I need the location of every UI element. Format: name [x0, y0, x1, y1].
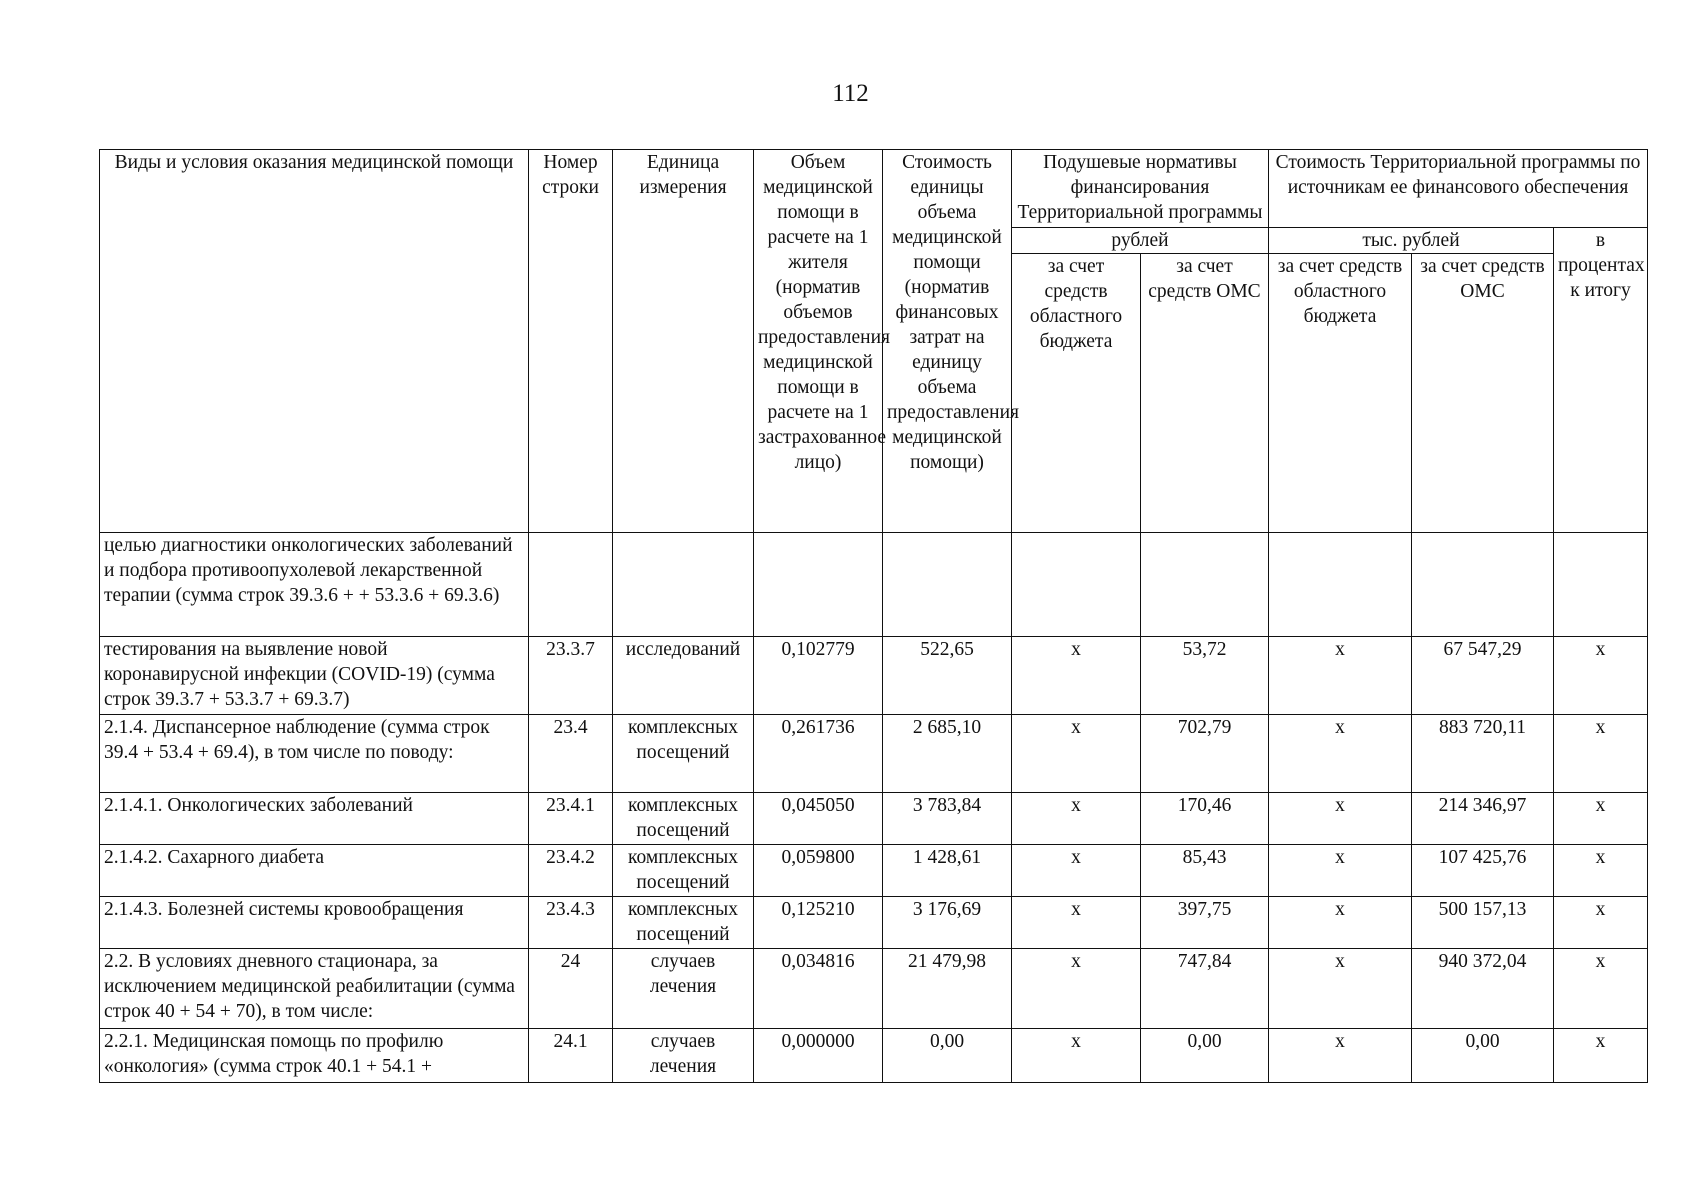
row-percent: x — [1554, 949, 1648, 1029]
header-row-number: Номер строки — [529, 150, 613, 533]
row-unit: комплексных посещений — [613, 845, 754, 897]
table-row — [100, 637, 1648, 715]
row-volume: 0,059800 — [754, 845, 883, 897]
row-regional-thousands: x — [1269, 897, 1412, 949]
row-oms-thousands: 0,00 — [1412, 1029, 1554, 1083]
row-regional-thousands: x — [1269, 1029, 1412, 1083]
row-unit: случаев лечения — [613, 949, 754, 1029]
header-regional-budget-rubles: за счет средств областного бюджета — [1012, 254, 1141, 533]
row-regional-thousands: x — [1269, 845, 1412, 897]
row-regional-rubles — [1012, 533, 1141, 637]
row-volume: 0,102779 — [754, 637, 883, 715]
row-cost: 0,00 — [883, 1029, 1012, 1083]
row-oms-thousands: 883 720,11 — [1412, 715, 1554, 793]
header-cost-per-unit: Стоимость единицы объема медицинской помощи (норматив финансовых затрат на единицу объема предоставления медицинской помощи) — [883, 150, 1012, 533]
row-volume: 0,261736 — [754, 715, 883, 793]
row-oms-thousands: 107 425,76 — [1412, 845, 1554, 897]
row-regional-rubles: x — [1012, 949, 1141, 1029]
header-regional-budget-thousands: за счет средств областного бюджета — [1269, 254, 1412, 533]
header-program-cost: Стоимость Территориальной программы по источникам ее финансового обеспечения — [1269, 150, 1648, 228]
row-name: 2.2.1. Медицинская помощь по профилю «онкология» (сумма строк 40.1 + 54.1 + — [100, 1029, 529, 1083]
page-number: 112 — [832, 80, 869, 107]
row-oms-rubles: 747,84 — [1141, 949, 1269, 1029]
row-oms-rubles: 85,43 — [1141, 845, 1269, 897]
row-unit: комплексных посещений — [613, 897, 754, 949]
row-regional-thousands: x — [1269, 715, 1412, 793]
row-cost — [883, 533, 1012, 637]
row-number: 24 — [529, 949, 613, 1029]
row-name: целью диагностики онкологических заболеваний и подбора противоопухолевой лекарственной терапии (сумма строк 39.3.6 + + 53.3.6 + 69.3.6) — [100, 533, 529, 637]
row-oms-rubles — [1141, 533, 1269, 637]
row-volume: 0,000000 — [754, 1029, 883, 1083]
row-regional-thousands: x — [1269, 793, 1412, 845]
header-unit-rubles: рублей — [1012, 228, 1269, 254]
row-cost: 3 783,84 — [883, 793, 1012, 845]
header-types-of-care: Виды и условия оказания медицинской помощи — [100, 150, 529, 533]
row-regional-rubles: x — [1012, 793, 1141, 845]
row-regional-rubles: x — [1012, 1029, 1141, 1083]
header-per-capita-norms: Подушевые нормативы финансирования Территориальной программы — [1012, 150, 1269, 228]
header-unit-thousand-rubles: тыс. рублей — [1269, 228, 1554, 254]
row-cost: 1 428,61 — [883, 845, 1012, 897]
table-row — [100, 949, 1648, 1029]
row-number: 23.3.7 — [529, 637, 613, 715]
table-row — [100, 715, 1648, 793]
row-name: тестирования на выявление новой коронавирусной инфекции (COVID-19) (сумма строк 39.3.7 + 53.3.7 + 69.3.7) — [100, 637, 529, 715]
row-number: 23.4.1 — [529, 793, 613, 845]
row-oms-thousands: 500 157,13 — [1412, 897, 1554, 949]
header-volume-per-resident: Объем медицинской помощи в расчете на 1 жителя (норматив объемов предоставления медицинской помощи в расчете на 1 застрахованное лицо) — [754, 150, 883, 533]
row-name: 2.2. В условиях дневного стационара, за исключением медицинской реабилитации (сумма строк 40 + 54 + 70), в том числе: — [100, 949, 529, 1029]
row-unit: случаев лечения — [613, 1029, 754, 1083]
row-percent: x — [1554, 793, 1648, 845]
row-volume: 0,045050 — [754, 793, 883, 845]
header-oms-rubles: за счет средств ОМС — [1141, 254, 1269, 533]
header-oms-thousands: за счет средств ОМС — [1412, 254, 1554, 533]
row-name: 2.1.4.2. Сахарного диабета — [100, 845, 529, 897]
row-oms-rubles: 397,75 — [1141, 897, 1269, 949]
table-row — [100, 793, 1648, 845]
row-unit: комплексных посещений — [613, 793, 754, 845]
row-regional-rubles: x — [1012, 845, 1141, 897]
row-oms-thousands: 214 346,97 — [1412, 793, 1554, 845]
row-name: 2.1.4.3. Болезней системы кровообращения — [100, 897, 529, 949]
row-cost: 2 685,10 — [883, 715, 1012, 793]
row-unit: комплексных посещений — [613, 715, 754, 793]
row-volume: 0,034816 — [754, 949, 883, 1029]
row-regional-thousands: x — [1269, 637, 1412, 715]
row-cost: 522,65 — [883, 637, 1012, 715]
row-oms-rubles: 53,72 — [1141, 637, 1269, 715]
row-unit — [613, 533, 754, 637]
row-oms-rubles: 0,00 — [1141, 1029, 1269, 1083]
row-regional-rubles: x — [1012, 715, 1141, 793]
row-oms-rubles: 702,79 — [1141, 715, 1269, 793]
row-percent: x — [1554, 897, 1648, 949]
table-row — [100, 1029, 1648, 1083]
row-oms-rubles: 170,46 — [1141, 793, 1269, 845]
table-row — [100, 897, 1648, 949]
header-unit: Единица измерения — [613, 150, 754, 533]
row-number: 23.4.3 — [529, 897, 613, 949]
row-regional-thousands: x — [1269, 949, 1412, 1029]
row-volume — [754, 533, 883, 637]
table-row — [100, 533, 1648, 637]
financing-table — [99, 149, 1648, 1083]
row-oms-thousands: 67 547,29 — [1412, 637, 1554, 715]
row-percent: x — [1554, 637, 1648, 715]
row-number: 23.4.2 — [529, 845, 613, 897]
row-unit: исследований — [613, 637, 754, 715]
row-percent: x — [1554, 715, 1648, 793]
row-percent — [1554, 533, 1648, 637]
row-cost: 3 176,69 — [883, 897, 1012, 949]
row-percent: x — [1554, 845, 1648, 897]
row-number — [529, 533, 613, 637]
row-number: 23.4 — [529, 715, 613, 793]
row-regional-rubles: x — [1012, 897, 1141, 949]
row-cost: 21 479,98 — [883, 949, 1012, 1029]
row-oms-thousands: 940 372,04 — [1412, 949, 1554, 1029]
row-regional-thousands — [1269, 533, 1412, 637]
row-oms-thousands — [1412, 533, 1554, 637]
row-volume: 0,125210 — [754, 897, 883, 949]
header-percent-of-total: в процентах к итогу — [1554, 228, 1648, 533]
row-name: 2.1.4.1. Онкологических заболеваний — [100, 793, 529, 845]
row-percent: x — [1554, 1029, 1648, 1083]
table-row — [100, 845, 1648, 897]
row-regional-rubles: x — [1012, 637, 1141, 715]
row-number: 24.1 — [529, 1029, 613, 1083]
row-name: 2.1.4. Диспансерное наблюдение (сумма строк 39.4 + 53.4 + 69.4), в том числе по поводу: — [100, 715, 529, 793]
